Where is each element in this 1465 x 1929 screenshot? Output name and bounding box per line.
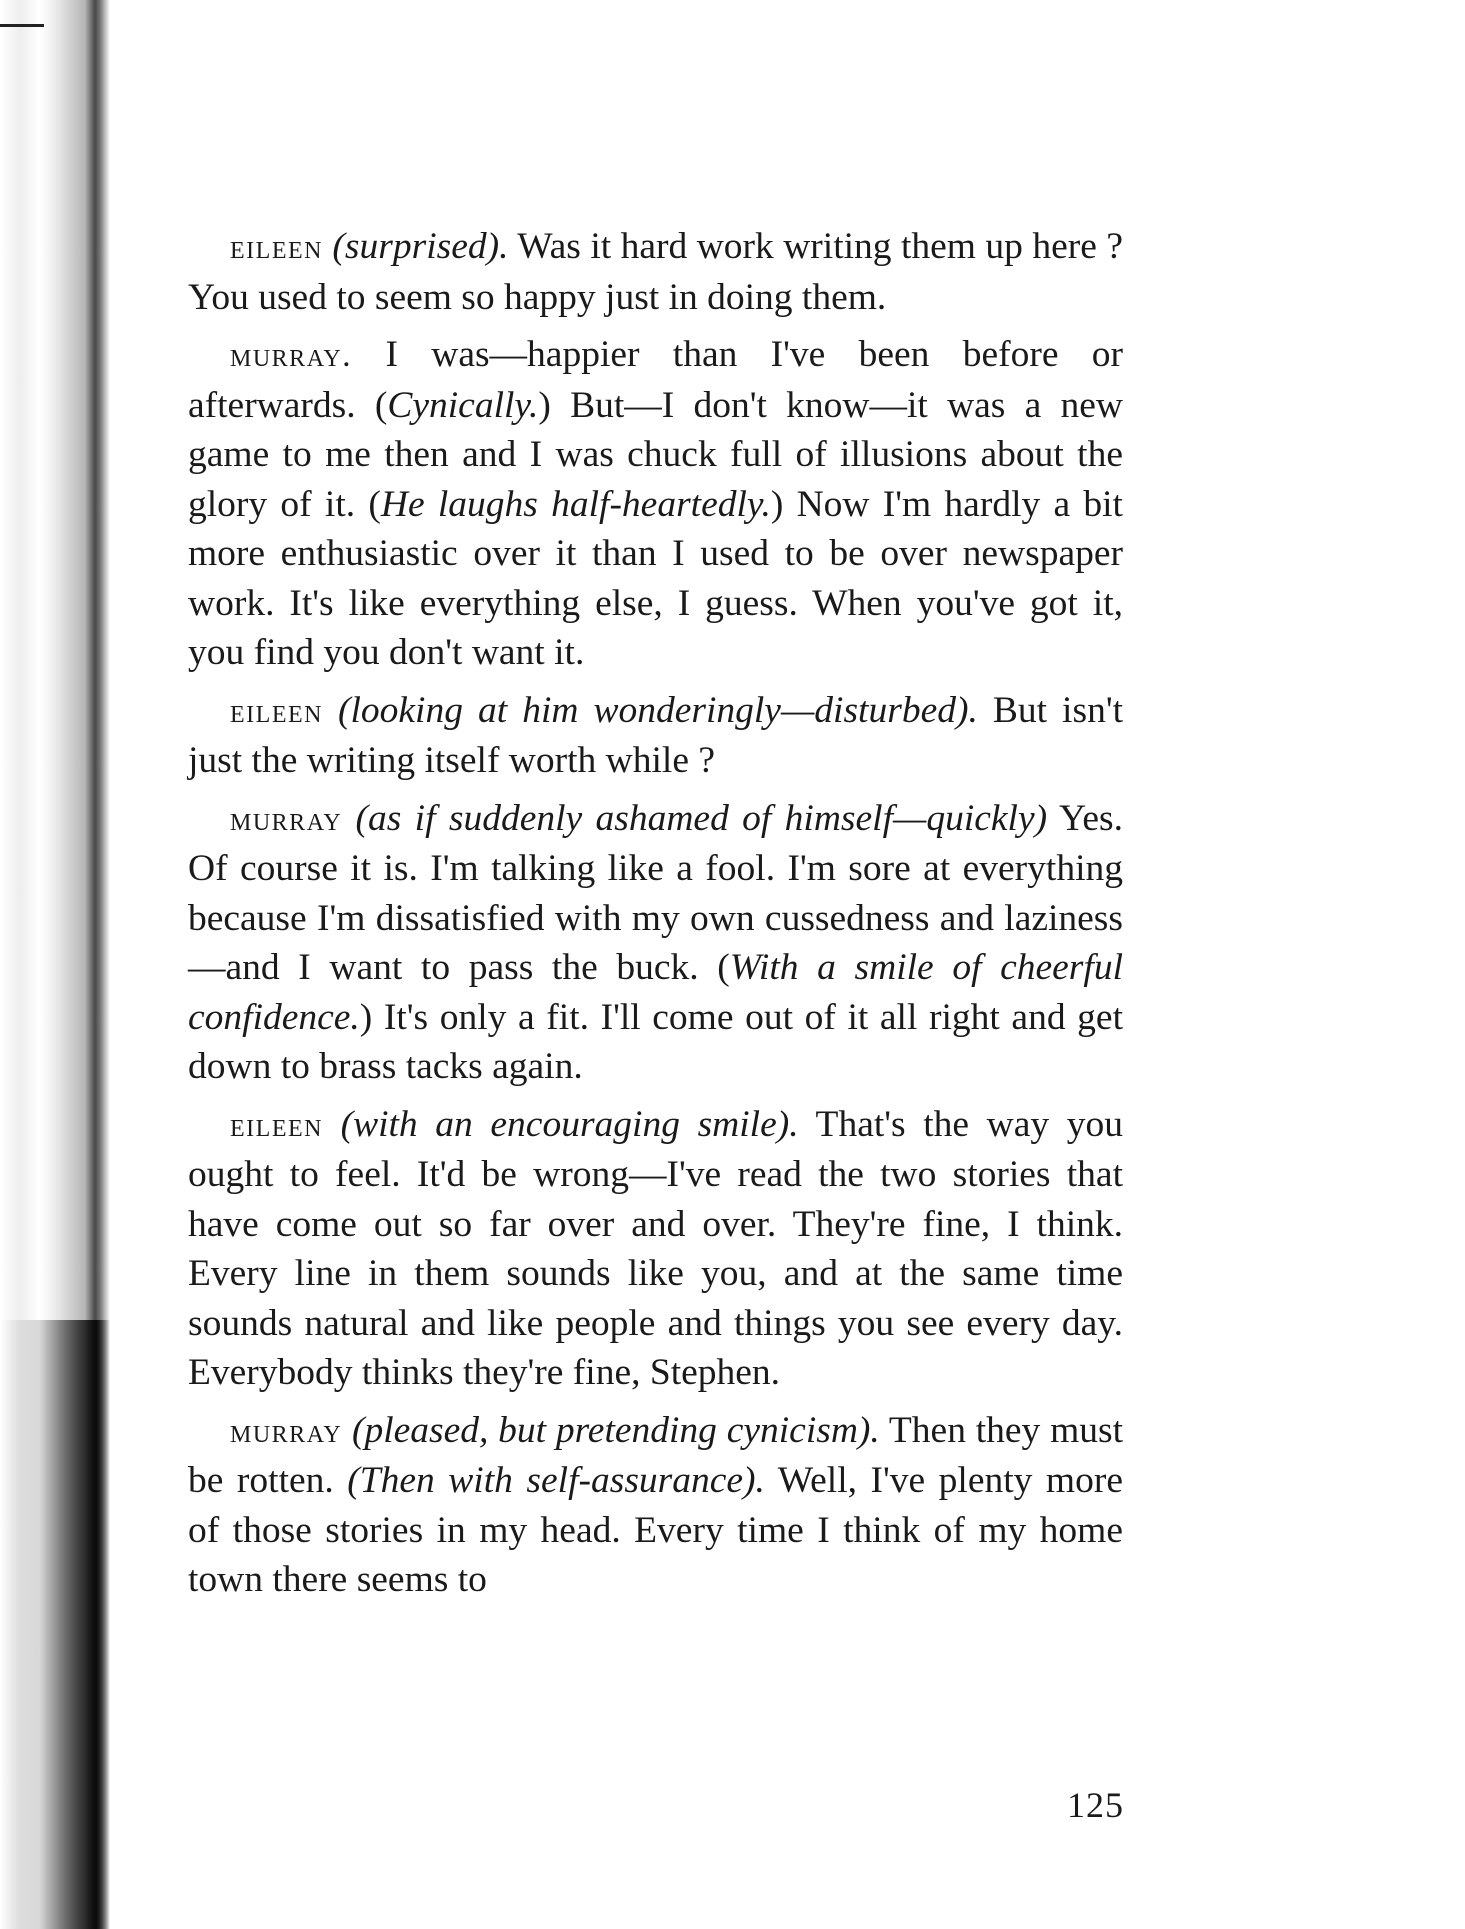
speaker-name: murray. xyxy=(230,337,353,374)
dialogue-text: Then they must be rotten. xyxy=(188,1409,1124,1501)
stage-direction: (with an encouraging smile). xyxy=(340,1103,799,1145)
stage-direction: (Then with self-assurance). xyxy=(347,1460,765,1501)
speaker-name: eileen xyxy=(230,229,323,266)
dialogue-text: ) It's only a fit. I'll come out of it all right and get down to brass tacks again. xyxy=(188,996,1123,1087)
dialogue-paragraph xyxy=(188,686,1123,786)
speaker-name: eileen xyxy=(230,1106,323,1144)
dialogue-text: That's the way you ought to feel. It'd be wrong—I've read the two stories that have come out so far over and over. They're fine, I think. Every line in them sounds like you, and at the same time sounds natural and like people and things you see every day. Everybody thinks they're fine, Stephen. xyxy=(188,1103,1124,1393)
dialogue-text: Was it hard work writing them up here ? You used to seem so happy just in doing them. xyxy=(188,226,1124,318)
stage-direction: With a smile of cheerful confidence. xyxy=(188,947,1123,1038)
stage-direction: (as if suddenly ashamed of himself—quickly) xyxy=(355,797,1048,839)
dialogue-paragraph xyxy=(188,222,1123,322)
dialogue-text: But isn't just the writing itself worth while ? xyxy=(188,689,1123,781)
dialogue-paragraph xyxy=(188,794,1123,1092)
speaker-name: murray xyxy=(230,1412,343,1450)
stage-direction: (looking at him wonderingly—disturbed). xyxy=(338,689,978,731)
dialogue-text: Yes. Of course it is. I'm talking like a fool. I'm sore at everything because I'm dissatisfied with my own cussedness and laziness—and I want to pass the buck. ( xyxy=(188,797,1123,988)
stage-direction: Cynically. xyxy=(387,384,539,426)
book-binding-shadow xyxy=(0,1320,110,1929)
speaker-name: murray xyxy=(230,800,343,838)
stage-direction: (surprised). xyxy=(332,226,509,267)
scan-corner-mark xyxy=(0,24,44,27)
dialogue-paragraph xyxy=(188,330,1123,678)
speaker-name: eileen xyxy=(230,692,323,730)
dialogue-text: ) Now I'm hardly a bit more enthusiastic over it than I used to be over newspaper work. It's like everything else, I guess. When you've got it, you find you don't want it. xyxy=(188,483,1123,673)
page-number: 125 xyxy=(1067,1785,1124,1825)
page-text xyxy=(188,222,1123,1613)
stage-direction: (pleased, but pretending cynicism). xyxy=(351,1409,880,1451)
stage-direction: He laughs half-heartedly. xyxy=(380,483,771,525)
dialogue-paragraph xyxy=(188,1100,1123,1398)
dialogue-text: ) But—I don't know—it was a new game to me then and I was chuck full of illusions about the glory of it. ( xyxy=(188,384,1123,525)
dialogue-text: Well, I've plenty more of those stories in my head. Every time I think of my home town there seems to xyxy=(188,1460,1123,1600)
dialogue-text: I was—happier than I've been before or afterwards. ( xyxy=(188,334,1123,426)
dialogue-paragraph xyxy=(188,1406,1123,1605)
